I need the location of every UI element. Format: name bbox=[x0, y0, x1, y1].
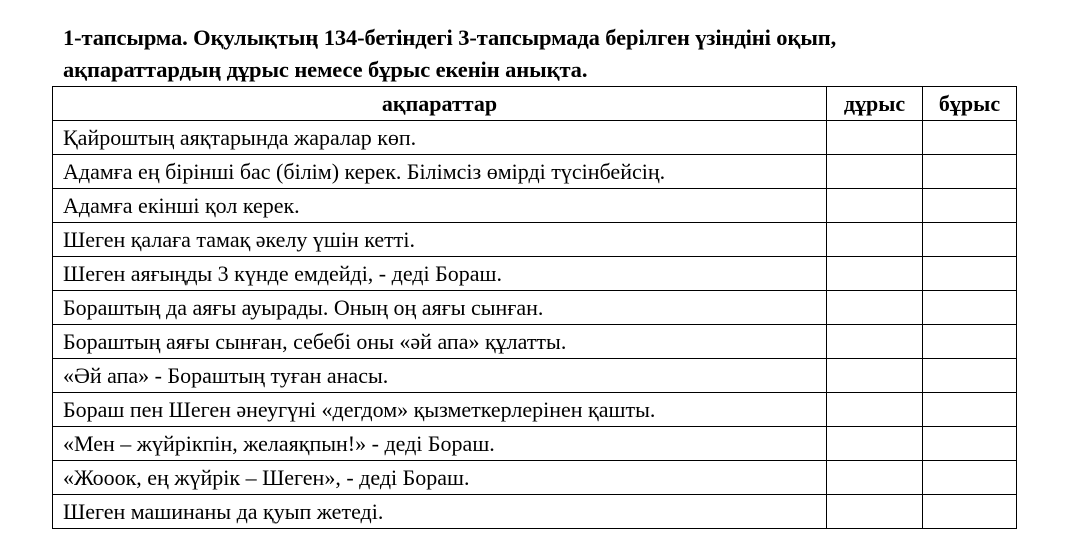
table-row bbox=[53, 189, 1017, 223]
false-answer-cell[interactable] bbox=[923, 495, 1017, 529]
statement-text: «Мен – жүйрікпін, желаяқпын!» - деді Бораш. bbox=[53, 427, 827, 461]
statement-text: Шеген қалаға тамақ әкелу үшін кетті. bbox=[53, 223, 827, 257]
true-answer-cell[interactable] bbox=[827, 393, 923, 427]
true-false-table bbox=[52, 86, 1017, 529]
table-row bbox=[53, 495, 1017, 529]
table-row bbox=[53, 223, 1017, 257]
table-row bbox=[53, 359, 1017, 393]
table-row bbox=[53, 155, 1017, 189]
true-answer-cell[interactable] bbox=[827, 189, 923, 223]
false-answer-cell[interactable] bbox=[923, 223, 1017, 257]
false-answer-cell[interactable] bbox=[923, 189, 1017, 223]
false-answer-cell[interactable] bbox=[923, 291, 1017, 325]
table-row bbox=[53, 393, 1017, 427]
table-row bbox=[53, 325, 1017, 359]
false-answer-cell[interactable] bbox=[923, 427, 1017, 461]
true-answer-cell[interactable] bbox=[827, 155, 923, 189]
true-answer-cell[interactable] bbox=[827, 427, 923, 461]
statement-text: Бораштың да аяғы ауырады. Оның оң аяғы сынған. bbox=[53, 291, 827, 325]
false-answer-cell[interactable] bbox=[923, 121, 1017, 155]
false-answer-cell[interactable] bbox=[923, 155, 1017, 189]
table-row bbox=[53, 121, 1017, 155]
statement-text: Адамға екінші қол керек. bbox=[53, 189, 827, 223]
task-title-line-1: 1-тапсырма. Оқулықтың 134-бетіндегі 3-тапсырмада берілген үзіндіні оқып, bbox=[63, 25, 837, 50]
statement-text: Адамға ең бірінші бас (білім) керек. Білімсіз өмірді түсінбейсің. bbox=[53, 155, 827, 189]
false-answer-cell[interactable] bbox=[923, 359, 1017, 393]
header-true: дұрыс bbox=[827, 87, 923, 121]
table-header-row bbox=[53, 87, 1017, 121]
statement-text: Қайроштың аяқтарында жаралар көп. bbox=[53, 121, 827, 155]
true-answer-cell[interactable] bbox=[827, 121, 923, 155]
false-answer-cell[interactable] bbox=[923, 461, 1017, 495]
false-answer-cell[interactable] bbox=[923, 325, 1017, 359]
header-statements: ақпараттар bbox=[53, 87, 827, 121]
statement-text: Бораш пен Шеген әнеугүні «дегдом» қызметкерлерінен қашты. bbox=[53, 393, 827, 427]
task-heading bbox=[63, 22, 1023, 86]
statement-text: Шеген машинаны да қуып жетеді. bbox=[53, 495, 827, 529]
statement-text: Шеген аяғыңды 3 күнде емдейді, - деді Бораш. bbox=[53, 257, 827, 291]
header-false: бұрыс bbox=[923, 87, 1017, 121]
true-answer-cell[interactable] bbox=[827, 291, 923, 325]
table-row bbox=[53, 291, 1017, 325]
statement-text: «Әй апа» - Бораштың туған анасы. bbox=[53, 359, 827, 393]
true-answer-cell[interactable] bbox=[827, 461, 923, 495]
true-answer-cell[interactable] bbox=[827, 223, 923, 257]
task-title-line-2: ақпараттардың дұрыс немесе бұрыс екенін анықта. bbox=[63, 57, 588, 82]
false-answer-cell[interactable] bbox=[923, 393, 1017, 427]
statement-text: «Жооок, ең жүйрік – Шеген», - деді Бораш. bbox=[53, 461, 827, 495]
true-answer-cell[interactable] bbox=[827, 257, 923, 291]
true-answer-cell[interactable] bbox=[827, 325, 923, 359]
table-row bbox=[53, 427, 1017, 461]
table-row bbox=[53, 257, 1017, 291]
statement-text: Бораштың аяғы сынған, себебі оны «әй апа» құлатты. bbox=[53, 325, 827, 359]
false-answer-cell[interactable] bbox=[923, 257, 1017, 291]
true-answer-cell[interactable] bbox=[827, 359, 923, 393]
true-answer-cell[interactable] bbox=[827, 495, 923, 529]
table-row bbox=[53, 461, 1017, 495]
